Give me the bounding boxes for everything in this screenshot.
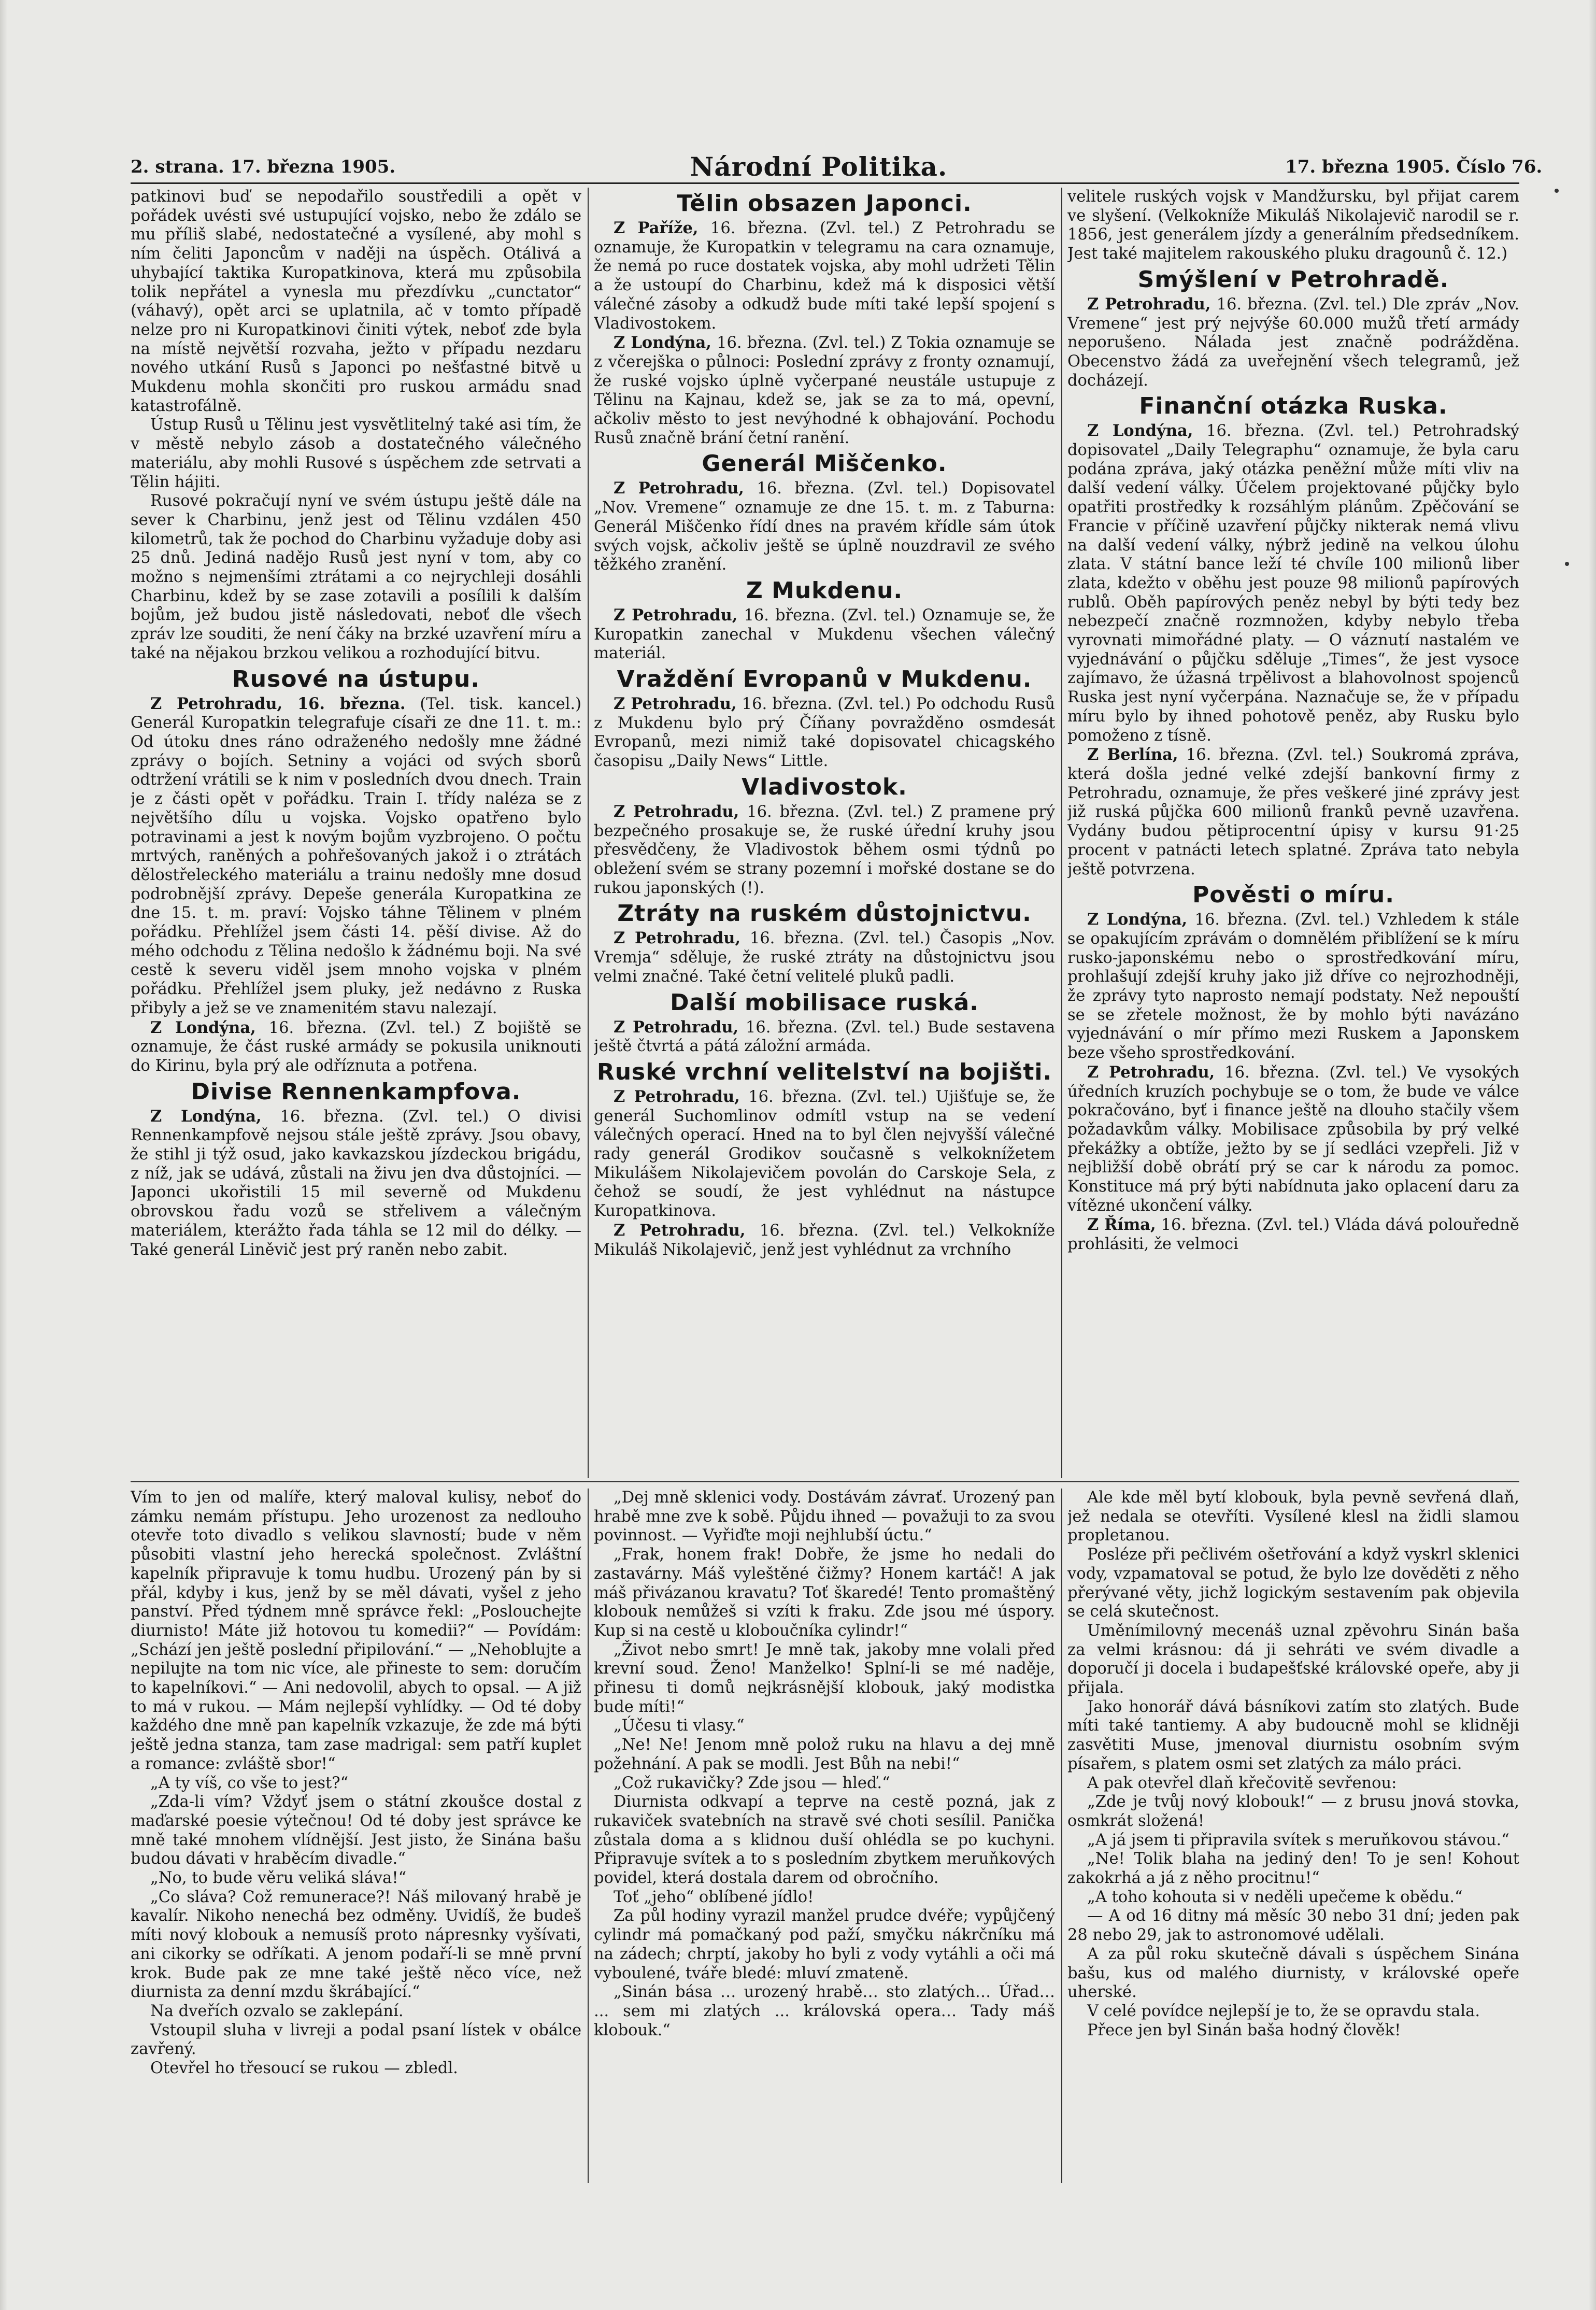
article-headline: Ztráty na ruském důstojnictvu. [617,900,1032,927]
paragraph-text: 16. března. (Zvl. tel.) Z pramene prý bezpečného prosakuje se, že ruské úřední kruhy jsou přesvědčeny, že Vladivostok během osmi týdnů po obležení svém se strany pozemní i mořské dostane se do rukou japonských (!). [594,802,1055,897]
article-headline: Tělin obsazen Japonci. [677,190,972,217]
article-headline: Generál Miščenko. [702,450,947,477]
article-paragraph [131,1774,581,1793]
article-paragraph [1067,1622,1519,1698]
article-paragraph [1067,1215,1519,1254]
feuilleton-column-2 [594,1489,1055,2183]
article-headline: Vraždění Evropanů v Mukdenu. [617,666,1032,693]
column-2-news [594,188,1055,1473]
paragraph-text: Otevřel ho třesoucí se rukou — zbledl. [150,2059,458,2078]
article-paragraph [131,1018,581,1076]
paragraph-text: „Dej mně sklenici vody. Dostávám závrať. Urozený pan hrabě mne zve k sobě. Půjdu ihned — považuji to za svou povinnost. — Vyřiďte moji nejhlubší úctu.“ [594,1489,1055,1545]
column-1-news [131,188,581,1473]
paragraph-text: Diurnista odkvapí a teprve na cestě pozná, jak z rukaviček svatebních na stravě své choti sesílil. Panička zůstala doma a s klidnou duší ohlédla se po kuchyni. Připravuje svítek a to s posledním zbytkem meruňkových povidel, která dostala darem od obročního. [594,1793,1055,1888]
paragraph-text: 16. března. (Zvl. tel.) Bude sestavena ještě čtvrtá a pátá záložní armáda. [594,1018,1055,1056]
paragraph-text: „Což rukavičky? Zde jsou — hleď.“ [614,1774,890,1792]
article-paragraph [594,333,1055,448]
article-paragraph [594,1087,1055,1221]
dateline: Z Petrohradu, [614,1017,739,1037]
paragraph-text: „Ne! Tolik blaha na jediný den! To je sen! Kohout zakokrhá a já z něho procitnu!“ [1067,1850,1519,1888]
folio-right: 17. března 1905. Číslo 76. [1285,157,1543,177]
paragraph-text: 16. března. (Zvl. tel.) Po odchodu Rusů z Mukdenu bylo prý Číňany povražděno osmdesát Evropanů, mezi nimiž také dopisovatel chicagského časopisu „Daily News“ Little. [594,695,1055,771]
article-paragraph [594,1983,1055,2040]
dateline: Z Petrohradu, [614,1087,740,1106]
article-paragraph [1067,421,1519,745]
article-paragraph [594,479,1055,575]
dateline: Z Petrohradu, [614,479,744,498]
paragraph-text: — A od 16 ditny má měsíc 30 nebo 31 dní; jeden pak 28 nebo 29, jak to astronomové udělali. [1067,1907,1519,1945]
article-paragraph [1067,1774,1519,1793]
paragraph-text: V celé povídce nejlepší je to, že se opravdu stala. [1087,2002,1480,2020]
article-paragraph [131,695,581,1018]
paragraph-text: „Ne! Ne! Jenom mně polož ruku na hlavu a dej mně požehnání. A pak se modli. Jest Bůh na nebi!“ [594,1736,1055,1773]
paragraph-text: „Zde je tvůj nový klobouk!“ — z brusu jnová stovka, osmkrát složená! [1067,1793,1519,1830]
paragraph-text: „Účesu ti vlasy.“ [614,1717,745,1735]
article-headline: Z Mukdenu. [746,577,903,604]
article-paragraph [1067,1698,1519,1774]
article-paragraph [131,416,581,492]
dateline: Z Londýna, [150,1107,262,1126]
article-paragraph [131,492,581,663]
feuilleton-separator [131,1481,1519,1482]
dateline: Z Petrohradu, [614,802,739,821]
article-paragraph [131,2002,581,2021]
paragraph-text: „No, to bude věru veliká sláva!“ [150,1869,407,1888]
paragraph-text: 16. března. (Zvl. tel.) Z bojiště se oznamuje, že část ruské armády se pokusila uniknouti do Kirinu, byla prý ale odříznuta a potřena. [131,1018,581,1075]
article-paragraph [1067,1546,1519,1622]
paragraph-text: A pak otevřel dlaň křečovitě sevřenou: [1087,1774,1397,1792]
paragraph-text: Posléze při pečlivém ošetřování a když vyskrl sklenici vody, vzpamatoval se potud, že bylo lze dověděti z něho přerývané věty, jichž logickým sestavením pak objevila se celá skutečnost. [1067,1546,1519,1621]
paragraph-text: Ústup Rusů u Tělinu jest vysvětlitelný také asi tím, že v městě nebylo zásob a dostatečného válečného materiálu, aby mohli Rusové s úspěchem zde setrvati a Tělin hájiti. [131,416,581,491]
paragraph-text: Na dveřích ozvalo se zaklepání. [150,2002,404,2020]
paragraph-text: Toť „jeho“ oblíbené jídlo! [614,1888,814,1906]
paragraph-text: Vím to jen od malíře, který maloval kulisy, neboť do zámku nemám přístupu. Jeho urozenost za nedlouho otevře toto divadlo s velikou slavností; bude v něm působiti vlastní jeho herecká společnost. Zvláštní kapelník připravuje k tomu hudbu. Urozený pán by si přál, kdyby i kus, jenž by se měl dávati, vyšel z jeho panství. Před týdnem mně správce řekl: „Poslouchejte diurnisto! Máte již hotovou tu komedii?“ — Povídám: „Schází jen ještě poslední připilování.“ — „Nehoblujte a nepilujte na tom nic více, ale přineste to sem: doručím to kapelníkovi.“ — Ani nedovolil, abych to opsal. — A již to má v rukou. — Mám nejlepší vyhlídky. — Od té doby každého dne mně pan kapelník vzkazuje, že zde má býti ještě jedna stanza, tam zase madrigal: sem patří kuplet a romance: zvláště sbor!“ [131,1489,581,1773]
article-headline: Rusové na ústupu. [232,665,480,692]
paragraph-text: 16. března. (Zvl. tel.) Z Tokia oznamuje se z včerejška o půlnoci: Poslední zprávy z fronty oznamují, že ruské vojsko úplně vyčerpané neustále ustupuje z Tělinu na Kajnau, kdež se, jak se za to má, opevní, ačkoliv město to jest nevýhodné k obhajování. Pochodu Rusů značně brání četní ranění. [594,334,1055,447]
article-paragraph [131,1869,581,1888]
article-headline: Vladivostok. [742,773,907,800]
print-speck [1565,562,1569,566]
article-paragraph [131,2059,581,2078]
paragraph-text: „A já jsem ti připravila svítek s meruňkovou stávou.“ [1087,1831,1509,1849]
paragraph-text: 16. března. (Zvl. tel.) O divisi Rennenkampfově nejsou stále ještě zprávy. Jsou obavy, že stihl ji týž osud, jako kavkazskou jízdeckou brigádu, z níž, jak se udává, zůstali na živu jen dva důstojníci. — Japonci ukořistili 15 mil severně od Mukdenu obrovskou řadu vozů se střelivem a válečným materiálem, kterážto řada táhla se 12 mil do délky. — Také generál Liněvič jest prý raněn nebo zabit. [131,1107,581,1259]
article-paragraph [594,1793,1055,1888]
article-paragraph [1067,2002,1519,2021]
page-left-edge [0,0,7,2310]
article-headline: Finanční otázka Ruska. [1139,393,1448,420]
article-headline: Divise Rennenkampfova. [191,1078,521,1105]
paragraph-text: 16. března. (Zvl. tel.) Vzhledem k stále se opakujícím zprávám o domnělém přiblížení se k míru rusko-japonskému nebo o sprostředkování míru, prohlašují zdejší kruhy jako již dříve co nejrozhodněji, že zprávy tyto naprosto nemají podstaty. Než nepouští se se zřetele možnost, že by mohlo býti navázáno vyjednávání o mír přímo mezi Ruskem a Japonskem beze všeho sprostředkování. [1067,911,1519,1062]
paragraph-text: 16. března. (Zvl. tel.) Z Petrohradu se oznamuje, že Kuropatkin v telegramu na cara oznamuje, že nemá po ruce dostatek vojska, aby mohl udržeti Tělin a že ustoupí do Charbinu, kdež má k disposici větší válečné zásoby a odkudž bude míti také lepší spojení s Vladivostokem. [594,219,1055,333]
paragraph-text: „Zda-li vím? Vždyť jsem o státní zkoušce dostal z maďarské poesie výtečnou! Od té doby jest správce ke mně také mnohem vlídnější. Jest jisto, že Sinána bašu budou dávati v hraběcím divadle.“ [131,1793,581,1868]
paragraph-text: patkinovi buď se nepodařilo soustředili a opět v pořádek uvésti své ustupující vojsko, nebo že zdálo se mu příliš slabé, nedostatečné a vysílené, aby mohl s ním čeliti Japoncům v naději na úspěch. Otálivá a uhybající taktika Kuropatkinova, která mu způsobila tolik nepřátel a vynesla mu přezdívku „cunctator“ (váhavý), opět arci se uplatnila, ač v tomto případě nelze pro ni Kuropatkinovi činiti výtek, neboť zde byla na místě největší rozvaha, ježto v případu nezdaru nového utkání Rusů s Japonci po nešťastné bitvě u Mukdenu mohla skončiti pro ruskou armádu snad katastrofálně. [131,188,581,415]
dateline: Z Londýna, [150,1018,256,1037]
folio-left: 2. strana. 17. března 1905. [131,157,396,177]
article-paragraph [1067,1063,1519,1216]
paragraph-text: 16. března. (Zvl. tel.) Vláda dává polouředně prohlásiti, že velmoci [1067,1216,1519,1254]
article-paragraph [594,1489,1055,1546]
dateline: Z Londýna, [1087,910,1188,929]
article-paragraph [594,1907,1055,1983]
article-paragraph [131,1888,581,2002]
feuilleton-column-3 [1067,1489,1519,2183]
article-paragraph [594,1221,1055,1259]
paragraph-text: „A toho kohouta si v neděli upečeme k obědu.“ [1087,1888,1463,1906]
dateline: Z Petrohradu, [614,605,738,625]
paragraph-text: „Co sláva? Což remunerace?! Náš milovaný hrabě je kavalír. Nikoho nenechá bez odměny. Uvidíš, že budeš míti nový klobouk a nemusíš proto nápresnky vyšívati, ani cikorky se odříkati. A jenom podaří-li se mně první krok. Bude pak ze mne také ještě něco více, než diurnista za denní mzdu škrábající.“ [131,1888,581,2002]
paragraph-text: „A ty víš, co vše to jest?“ [150,1774,349,1792]
paragraph-text: A za půl roku skutečně dávali s úspěchem Sinána bašu, kus od malého diurnisty, v královské opeře uherské. [1067,1945,1519,2002]
article-paragraph [131,1107,581,1260]
header-rule [131,182,1519,184]
dateline: Z Berlína, [1087,745,1178,764]
paragraph-text: 16. března. (Zvl. tel.) Ujišťuje se, že generál Suchomlinov odmítl vstup na se vedení válečných operací. Hned na to byl člen nejvyšší válečné rady generál Grodikov současně s velkoknížetem Mikulášem Nikolajevičem povolán do Carskoje Sela, z čehož se soudí, že jest vyhlédnut na nástupce Kuropatkinova. [594,1087,1055,1221]
page-right-edge [1589,0,1596,2310]
paragraph-text: velitele ruských vojsk v Mandžursku, byl přijat carem ve slyšení. (Velkokníže Mikuláš Nikolajevič narodil se r. 1856, jest generálem jízdy a generálním předsedníkem. Jest také majitelem rakouského pluku dragounů č. 12.) [1067,188,1519,263]
paragraph-text: Rusové pokračují nyní ve svém ústupu ještě dále na sever k Charbinu, jenž jest od Tělinu vzdálen 450 kilometrů, tak že pochod do Charbinu vyžaduje doby asi 25 dnů. Jediná nadějo Rusů jest nyní v tom, aby co možno s nejmenšími ztrátami a co nejrychleji dosáhli Charbinu, kdež by se zase zotavili a posílili k dalším bojům, jež budou jistě následovati, neboť dle všech zpráv lze souditi, že není čáky na brzké uzavření míru a také na nějakou brzkou velikou a rozhodující bitvu. [131,492,581,662]
article-paragraph [594,1641,1055,1717]
article-paragraph [131,188,581,416]
column-rule [1061,1489,1062,2183]
article-headline: Další mobilisace ruská. [670,989,979,1016]
article-paragraph [594,1736,1055,1774]
paragraph-text: 16. března. (Zvl. tel.) Petrohradský dopisovatel „Daily Telegraphu“ oznamuje, že byla caru podána zpráva, jaký otázka peněžní může míti vliv na další vedení války. Účelem projektované půjčky bylo opatřiti prostředky k rozsáhlým plánům. Zpěčování se Francie v příčině uzavření půjčky nikterak nemá vlivu na další vedení války, nýbrž jedině na velkou úlohu zlata. V státní bance leží té chvíle 100 milionů liber zlata, kdežto v oběhu jest pouze 98 milionů papírových rublů. Oběh papírových peněz nebyl by býti tedy bez nebezpečí značně rozmnožen, kdyby nebylo třeba vyrovnati mimořádné platy. — O váznutí nastalém ve vyjednávání o půjčku sděluje „Times“, že jest vysoce zajímavo, že úžasná trpělivost a blahovolnost spojenců Ruska jest nyní vyčerpána. Naznačuje se, že v případu míru bylo by ihned pohotově peněz, aby Rusku bylo pomoženo z tísně. [1067,422,1519,745]
dateline: Z Říma, [1087,1215,1156,1235]
dateline: Z Petrohradu, [614,1221,746,1240]
paragraph-text: 16. března. (Zvl. tel.) Časopis „Nov. Vremja“ sděluje, že ruské ztráty na důstojnictvu jsou velmi značné. Také četní velitelé pluků padli. [594,929,1055,986]
dateline: Z Petrohradu, [614,929,741,948]
article-paragraph [131,1489,581,1774]
paragraph-text: 16. března. (Zvl. tel.) Soukromá zpráva, která došla jedné velké zdejší bankovní firmy z Petrohradu, oznamuje, že přes veškeré jiné zprávy jest již ruská půjčka 600 milionů franků pevně uzavřena. Vydány budou pětiprocentní úpisy v kursu 91·25 procent v patnácti letech splatné. Zpráva tato nebyla ještě potvrzena. [1067,746,1519,878]
paragraph-text: Uměnímilovný mecenáš uznal zpěvohru Sinán baša za velmi krásnou: dá ji sehráti ve svém divadle a doporučí ji docela i budapešťské královské opeře, aby ji přijala. [1067,1621,1519,1697]
paragraph-text: 16. března. (Zvl. tel.) Oznamuje se, že Kuropatkin zanechal v Mukdenu všechen válečný materiál. [594,606,1055,663]
article-paragraph [1067,1489,1519,1546]
article-paragraph [1067,1793,1519,1831]
article-paragraph [1067,910,1519,1063]
dateline: Z Petrohradu, 16. března. [150,694,406,713]
article-paragraph [594,606,1055,663]
article-paragraph [1067,1831,1519,1850]
article-paragraph [1067,1907,1519,1945]
paragraph-text: 16. března. (Zvl. tel.) Dle zpráv „Nov. Vremene“ jest prý nejvýše 60.000 mužů třetí armády neporušeno. Nálada jest značně podrážděna. Obecenstvo žádá za uveřejnění všech telegramů, jež docházejí. [1067,295,1519,390]
article-paragraph [1067,1945,1519,2002]
article-headline: Smýšlení v Petrohradě. [1137,266,1449,293]
paragraph-text: „Sinán bása … urozený hrabě… sto zlatých… Úřad… ... sem mi zlatých ... královská opera… Tady máš klobouk.“ [594,1983,1055,2039]
dateline: Z Paříže, [614,219,699,237]
article-paragraph [1067,1850,1519,1888]
paragraph-text: 16. března. (Zvl. tel.) Velkokníže Mikuláš Nikolajevič, jenž jest vyhlédnut za vrchního [594,1221,1055,1259]
paragraph-text: „Život nebo smrt! Je mně tak, jakoby mne volali před krevní soud. Ženo! Manželko! Splní-li se mé naděje, přinesu ti domů nejkrásnější klobouk, jaký modistka bude míti!“ [594,1640,1055,1716]
article-paragraph [1067,745,1519,879]
article-paragraph [594,1717,1055,1736]
column-3-news [1067,188,1519,1473]
article-paragraph [131,2021,581,2059]
article-paragraph [1067,2021,1519,2040]
article-headline: Ruské vrchní velitelství na bojišti. [596,1058,1052,1085]
article-paragraph [131,1793,581,1869]
article-paragraph [594,1888,1055,1907]
paragraph-text: Přece jen byl Sinán baša hodný člověk! [1087,2021,1401,2039]
article-paragraph [594,929,1055,986]
article-paragraph [594,695,1055,771]
column-rule [588,188,589,1478]
article-paragraph [1067,1888,1519,1907]
dateline: Z Londýna, [614,333,711,352]
paragraph-text: Ale kde měl bytí klobouk, byla pevně sevřená dlaň, jež nedala se otevříti. Vysílené klesl na židli slamou propletanou. [1067,1489,1519,1545]
article-paragraph [594,219,1055,333]
dateline: Z Petrohradu, [614,695,737,714]
paragraph-text: (Tel. tisk. kancel.) Generál Kuropatkin telegrafuje císaři ze dne 11. t. m.: Od útoku dnes ráno odraženého nedošly mne žádné zprávy o bojích. Setniny a vojáci od svých sborů odtržení vrátili se k nim v posledních dvou dnech. Train je z části opět v pořádku. Train I. třídy naléza se z největšího dílu u vojska. Vojsko opatřeno bylo potravinami a jest k novým bojům vyzbrojeno. O počtu mrtvých, raněných a pohřešovaných jakož i o ztrátách dělostřeleckého materiálu a trainu nedošly mne dosud podrobnější zprávy. Depeše generála Kuropatkina ze dne 15. t. m. praví: Vojsko táhne Tělinem v plném pořádku. Přehlížel jsem části 14. pěší divise. Až do mého odchodu z Tělina nedošlo k žádnému boji. Na své cestě k severu viděl jsem mnoho vojska v plném pořádku. Přehlížel jsem pluky, jež nedávno z Ruska přibyly a jež se ve znamenitém stavu nalezají. [131,695,581,1017]
paragraph-text: „Frak, honem frak! Dobře, že jsme ho nedali do zastavárny. Máš vyleštěné čižmy? Honem kartáč! A jak máš přivázanou kravatu? Toť škaredé! Tento promaštěný klobouk nemůžeš si vzíti k fraku. Zde jsou mé úspory. Kup si na cestě u kloboučníka cylindr!“ [594,1546,1055,1640]
paragraph-text: 16. března. (Zvl. tel.) Dopisovatel „Nov. Vremene“ oznamuje ze dne 15. t. m. z Taburna: Generál Miščenko řídí dnes na pravém křídle sám útok svých vojsk, ačkoliv ještě se úplně nouzdravil ze svého těžkého zranění. [594,479,1055,574]
column-rule [1061,188,1062,1478]
article-paragraph [594,1546,1055,1641]
article-paragraph [1067,188,1519,264]
article-paragraph [594,1774,1055,1793]
paragraph-text: Vstoupil sluha v livreji a podal psaní lístek v obálce zavřený. [131,2021,581,2059]
paragraph-text: Jako honorář dává básníkovi zatím sto zlatých. Bude míti také tantiemy. A aby budoucně mohl se klidněji zasvětiti Muse, jmenoval diurnistu osobním svým písařem, s platem osmi set zlatých za málo práci. [1067,1697,1519,1773]
article-paragraph [594,1018,1055,1056]
article-paragraph [1067,295,1519,391]
paragraph-text: 16. března. (Zvl. tel.) Ve vysokých úředních kruzích pochybuje se o tom, že bude ve válce pokračováno, byť i finance ještě na dlouho stačily všem požadavkům války. Mobilisace způsobila by prý velké překážky a obtíže, ježto by se jí sedláci vzepřeli. Již v nejbližší době obrátí prý se car k národu za pomoc. Konstituce má prý býti nabídnuta jako oplacení daru za vítězné ukončení války. [1067,1063,1519,1215]
dateline: Z Londýna, [1087,421,1193,441]
dateline: Z Petrohradu, [1087,1062,1215,1082]
feuilleton-column-1 [131,1489,581,2183]
paragraph-text: Za půl hodiny vyrazil manžel prudce dvéře; vypůjčený cylindr má pomačkaný pod paží, smyčku nákrčníku má na zádech; chrptí, jakoby ho byli z vody vytáhli a oči má vyboulené, tváře bledé: mluví zmateně. [594,1907,1055,1982]
article-paragraph [594,802,1055,898]
article-headline: Pověsti o míru. [1192,882,1394,909]
print-speck [1555,189,1559,193]
dateline: Z Petrohradu, [1087,294,1211,314]
column-rule [588,1489,589,2183]
masthead: Národní Politika. [690,151,948,182]
